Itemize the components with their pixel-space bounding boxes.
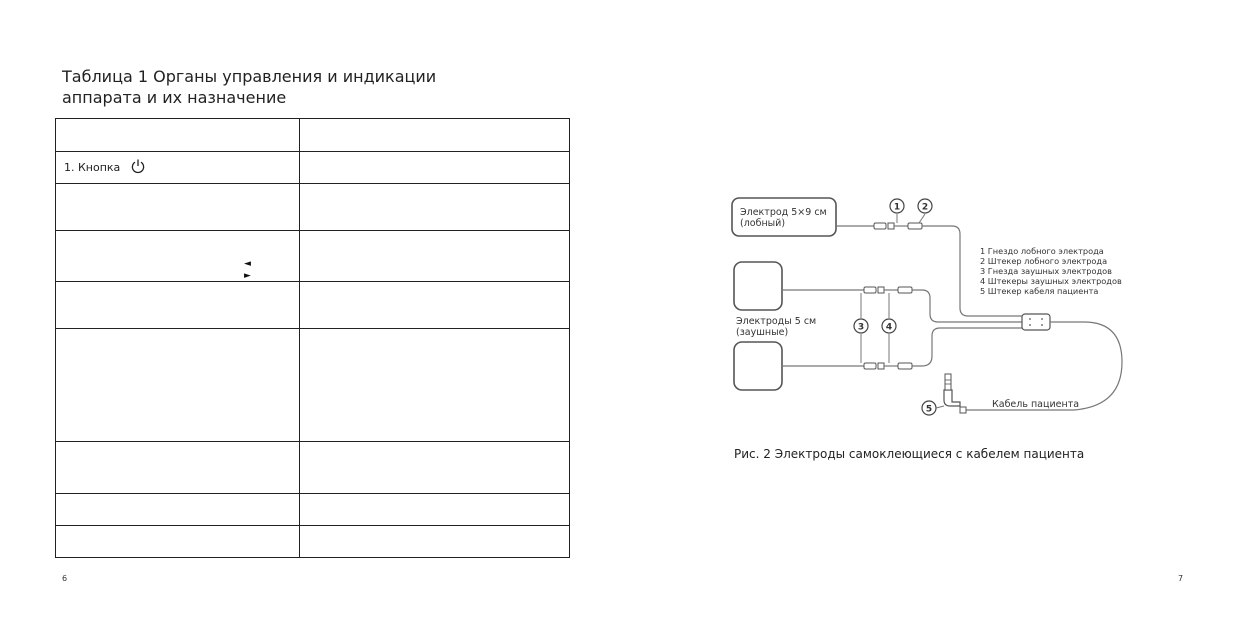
table-cell — [300, 329, 570, 442]
marker-2-label: 2 — [921, 202, 929, 213]
table-cell — [300, 282, 570, 329]
table-row — [56, 184, 570, 231]
table-title-line1: Таблица 1 Органы управления и индикации — [62, 67, 437, 86]
legend-item-3: 3 Гнезда заушных электродов — [980, 266, 1112, 276]
junction-box — [1022, 314, 1050, 330]
frontal-socket — [874, 223, 886, 229]
table-row — [56, 231, 570, 282]
ear-electrode-upper — [734, 262, 782, 310]
legend-item-2: 2 Штекер лобного электрода — [980, 256, 1108, 266]
ear-electrodes-label-1: Электроды 5 см — [736, 316, 817, 327]
patient-cable — [962, 322, 1122, 410]
table-cell — [300, 526, 570, 558]
marker-3-label: 3 — [857, 322, 865, 333]
controls-table — [55, 118, 570, 558]
table-title — [62, 66, 482, 108]
table-cell — [300, 119, 570, 152]
table-cell — [56, 442, 300, 494]
left-arrow-icon: ◄ — [244, 259, 251, 269]
table-cell — [56, 329, 300, 442]
table-cell — [300, 184, 570, 231]
table-cell-power-button — [56, 152, 300, 184]
page-number-left: 6 — [62, 574, 68, 583]
table-cell — [56, 184, 300, 231]
table-cell — [56, 119, 300, 152]
right-arrow-icon: ► — [244, 271, 251, 281]
power-button-label: 1. Кнопка — [64, 161, 121, 174]
table-cell — [300, 494, 570, 526]
figure-caption: Рис. 2 Электроды самоклеющиеся с кабелем пациента — [734, 447, 1085, 461]
table-row — [56, 152, 570, 184]
legend-item-5: 5 Штекер кабеля пациента — [980, 286, 1099, 296]
table-row — [56, 119, 570, 152]
table-cell — [300, 442, 570, 494]
patient-cable-label: Кабель пациента — [992, 399, 1080, 410]
table-row — [56, 282, 570, 329]
left-right-arrows — [244, 258, 251, 282]
frontal-electrode-label-2: (лобный) — [740, 218, 786, 229]
frontal-electrode-label-1: Электрод 5×9 см — [740, 207, 827, 218]
table-row — [56, 494, 570, 526]
power-icon — [130, 158, 146, 177]
table-row — [56, 526, 570, 558]
table-row — [56, 442, 570, 494]
electrode-diagram — [724, 190, 1144, 430]
marker-5-label: 5 — [925, 404, 933, 415]
right-page — [624, 0, 1248, 624]
ear-electrode-lower — [734, 342, 782, 390]
table-cell — [56, 231, 300, 282]
table-cell — [56, 494, 300, 526]
table-cell — [56, 282, 300, 329]
table-cell — [300, 152, 570, 184]
table-cell — [300, 231, 570, 282]
frontal-plug — [908, 223, 922, 229]
table-row — [56, 329, 570, 442]
jack-plug — [944, 390, 960, 406]
legend-item-4: 4 Штекеры заушных электродов — [980, 276, 1122, 286]
table-title-line2: аппарата и их назначение — [62, 88, 287, 107]
table-cell — [56, 526, 300, 558]
marker-4-label: 4 — [885, 322, 893, 333]
ear-electrodes-label-2: (заушные) — [736, 327, 789, 338]
legend-item-1: 1 Гнездо лобного электрода — [980, 246, 1104, 256]
page-number-right: 7 — [1178, 574, 1184, 583]
marker-1-label: 1 — [893, 202, 901, 213]
